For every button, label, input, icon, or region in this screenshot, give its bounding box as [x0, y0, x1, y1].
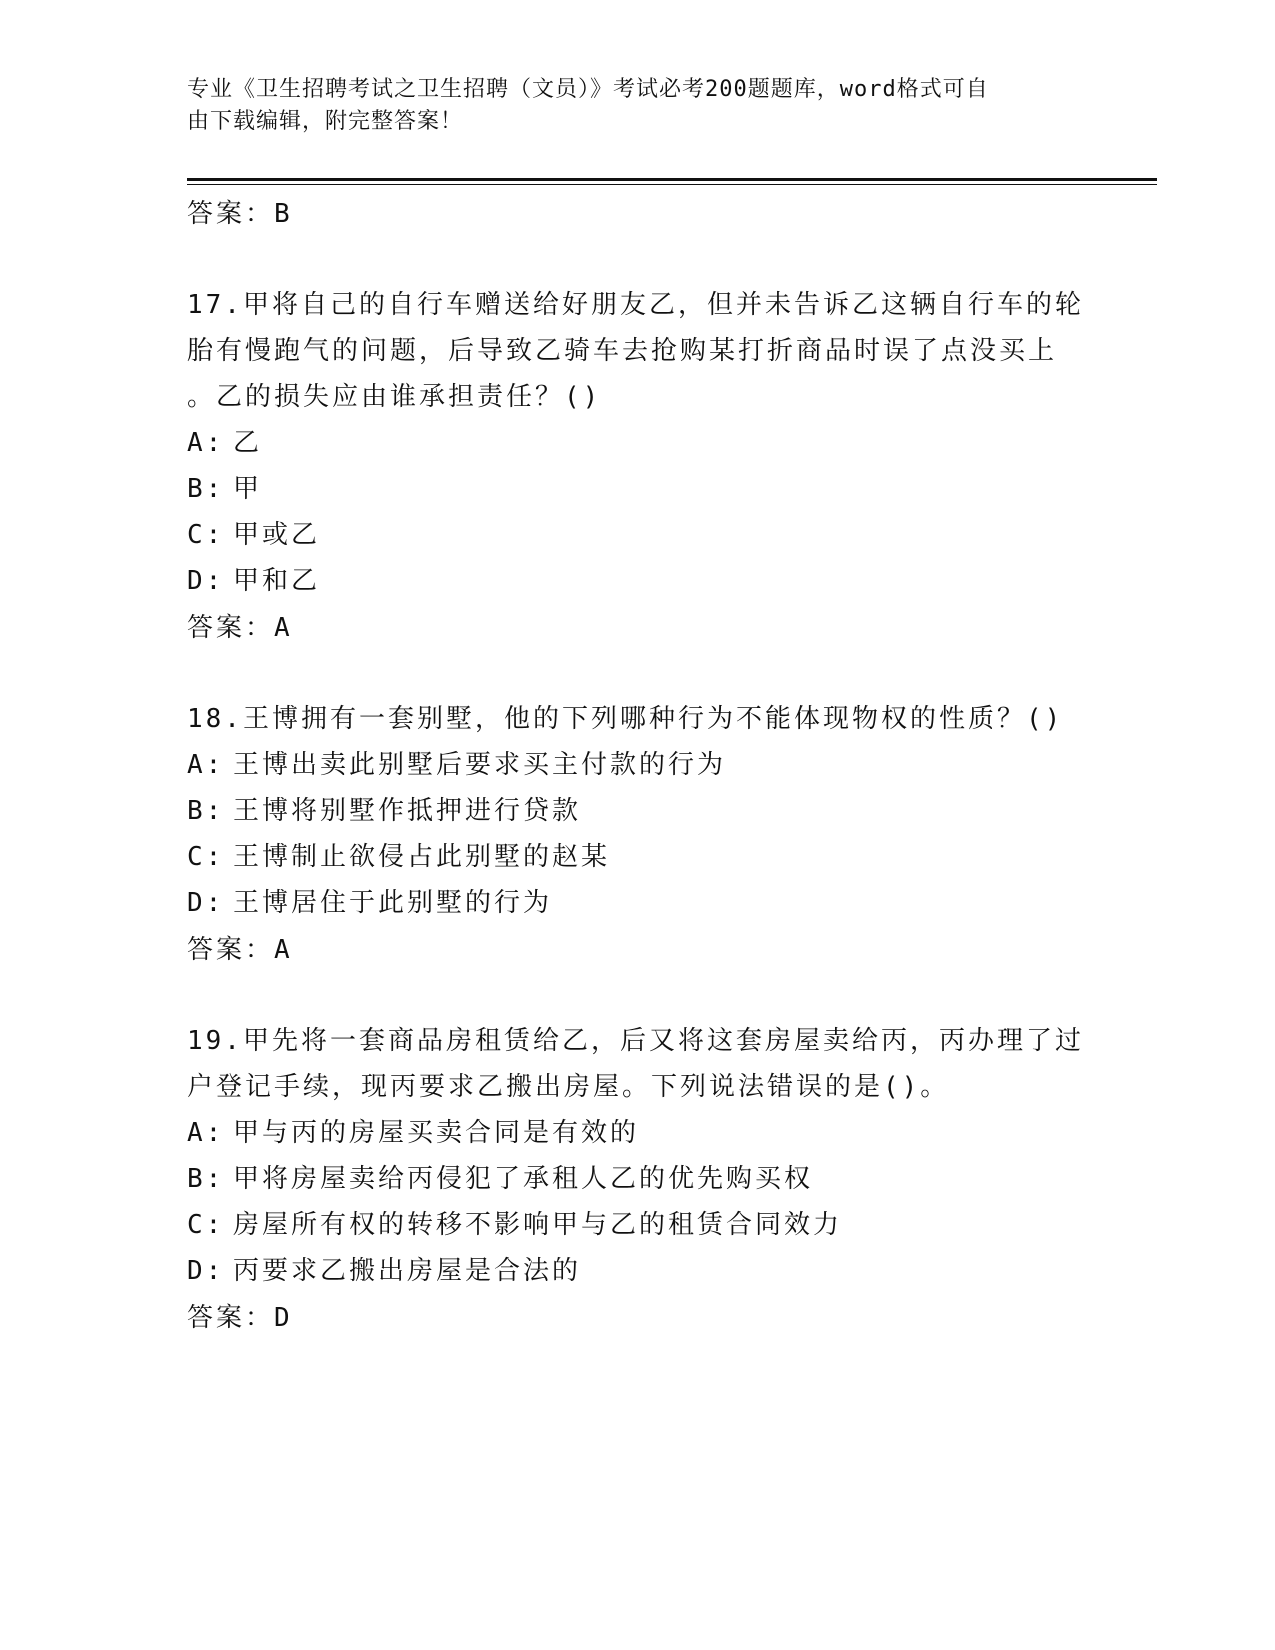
option-text: 丙要求乙搬出房屋是合法的 [233, 1256, 582, 1286]
spacer [187, 652, 1087, 696]
question-19 [187, 1018, 1087, 1342]
option-b [187, 466, 1087, 512]
option-a [187, 420, 1087, 466]
question-stem-line: 18.王博拥有一套别墅，他的下列哪种行为不能体现物权的性质？() [187, 704, 1064, 734]
question-17 [187, 282, 1087, 652]
option-c [187, 512, 1087, 558]
answer: 答案：A [187, 613, 293, 643]
option-label: D: [187, 566, 225, 596]
option-text: 乙 [233, 428, 263, 458]
option-label: C: [187, 520, 225, 550]
question-content [187, 190, 1087, 1342]
header-line-2: 由下载编辑，附完整答案！ [187, 109, 464, 134]
option-text: 王博出卖此别墅后要求买主付款的行为 [233, 750, 727, 780]
option-a [187, 1110, 1087, 1156]
question-stem-line: 19.甲先将一套商品房租赁给乙，后又将这套房屋卖给丙，丙办理了过 [187, 1026, 1084, 1056]
header-divider-thin [187, 184, 1157, 185]
option-d [187, 558, 1087, 604]
spacer [187, 974, 1087, 1018]
option-b [187, 788, 1087, 834]
option-text: 甲 [233, 474, 263, 504]
question-stem-line: 17.甲将自己的自行车赠送给好朋友乙，但并未告诉乙这辆自行车的轮 [187, 290, 1084, 320]
option-text: 甲将房屋卖给丙侵犯了承租人乙的优先购买权 [233, 1164, 814, 1194]
question-stem-line: 户登记手续，现丙要求乙搬出房屋。下列说法错误的是()。 [187, 1072, 950, 1102]
option-text: 房屋所有权的转移不影响甲与乙的租赁合同效力 [233, 1210, 843, 1240]
option-label: A: [187, 428, 225, 458]
option-label: B: [187, 796, 225, 826]
question-18 [187, 696, 1087, 974]
option-text: 王博将别墅作抵押进行贷款 [233, 796, 582, 826]
option-label: C: [187, 1210, 225, 1240]
header-line-1: 专业《卫生招聘考试之卫生招聘（文员）》考试必考200题题库，word格式可自 [187, 77, 989, 102]
option-label: B: [187, 474, 225, 504]
option-c [187, 834, 1087, 880]
spacer [187, 238, 1087, 282]
option-label: A: [187, 1118, 225, 1148]
question-stem-line: 胎有慢跑气的问题，后导致乙骑车去抢购某打折商品时误了点没买上 [187, 336, 1058, 366]
option-d [187, 1248, 1087, 1294]
option-b [187, 1156, 1087, 1202]
document-header [187, 74, 1087, 138]
option-c [187, 1202, 1087, 1248]
option-label: D: [187, 1256, 225, 1286]
option-text: 王博居住于此别墅的行为 [233, 888, 553, 918]
answer: 答案：D [187, 1303, 293, 1333]
answer: 答案：A [187, 935, 293, 965]
question-stem-line: 。乙的损失应由谁承担责任？() [187, 382, 602, 412]
option-text: 王博制止欲侵占此别墅的赵某 [233, 842, 611, 872]
option-label: C: [187, 842, 225, 872]
option-label: D: [187, 888, 225, 918]
header-divider-thick [187, 178, 1157, 181]
option-text: 甲或乙 [233, 520, 321, 550]
option-text: 甲与丙的房屋买卖合同是有效的 [233, 1118, 640, 1148]
option-a [187, 742, 1087, 788]
option-label: B: [187, 1164, 225, 1194]
option-d [187, 880, 1087, 926]
previous-answer: 答案：B [187, 199, 293, 229]
option-text: 甲和乙 [233, 566, 321, 596]
option-label: A: [187, 750, 225, 780]
